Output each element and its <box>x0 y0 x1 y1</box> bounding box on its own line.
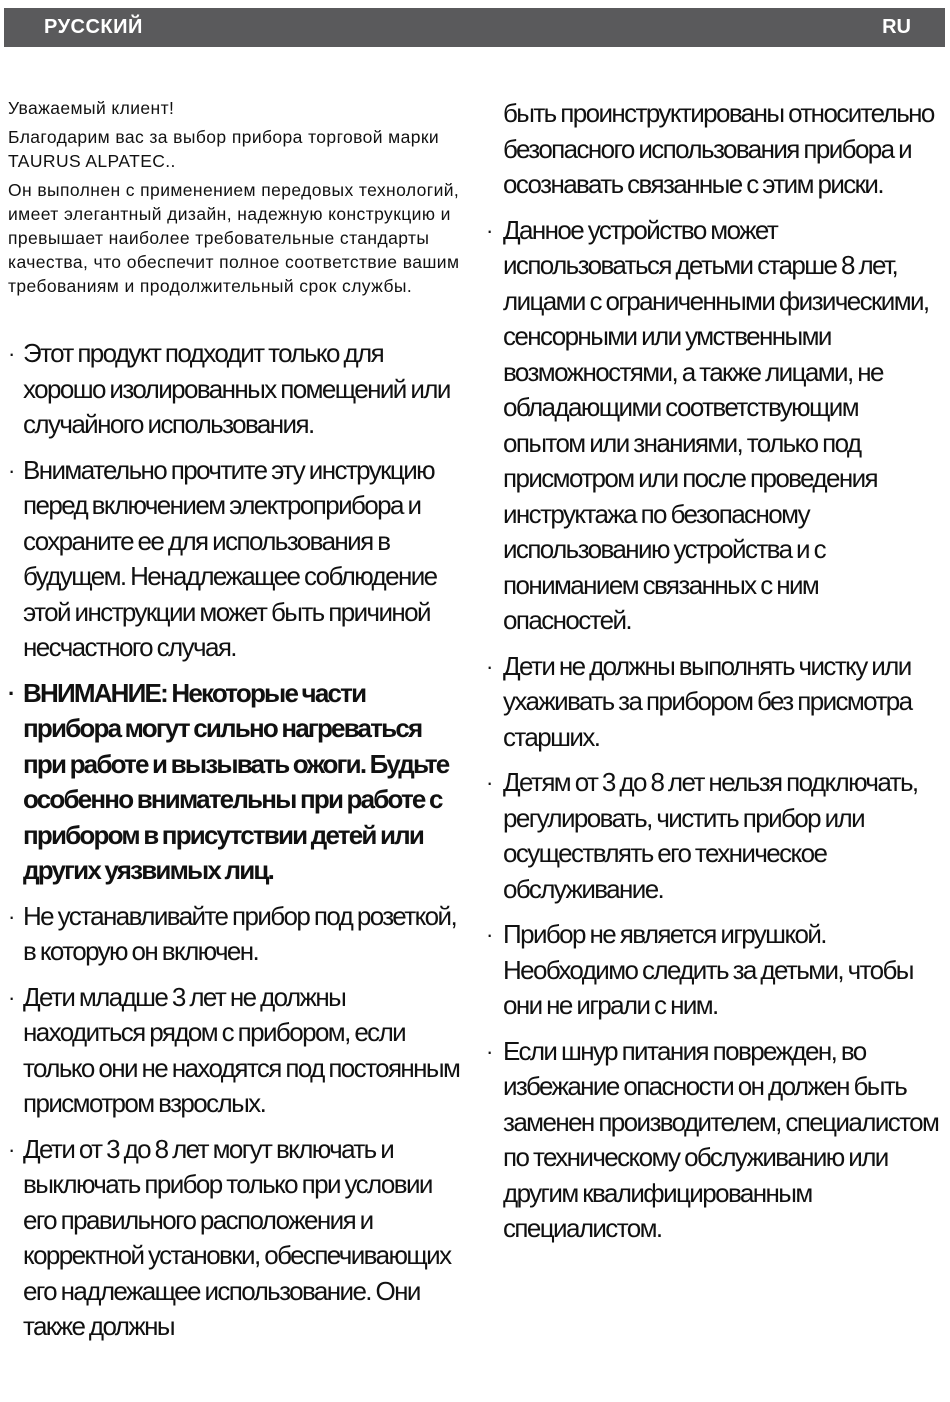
left-safety-list <box>8 336 466 1345</box>
intro-description: Он выполнен с применением передовых технологий, имеет элегантный дизайн, надежную конструкцию и превышает наиболее требовательные стандарты качества, что обеспечит полное соответствие вашим требованиям и продолжительный срок службы. <box>8 180 460 296</box>
bullet-dot: · <box>486 1038 494 1064</box>
list-item <box>8 899 466 970</box>
intro-block <box>8 96 466 298</box>
list-item-text: Прибор не является игрушкой. Необходимо следить за детьми, чтобы они не играли с ним. <box>503 919 913 1020</box>
language-code: RU <box>882 16 911 38</box>
list-item <box>8 453 466 666</box>
list-item-text: Дети от 3 до 8 лет могут включать и выключать прибор только при условии его правильного расположения и корректной установки, обеспечивающих его надлежащее использование. Они также должны <box>23 1133 451 1341</box>
intro-thanks: Благодарим вас за выбор прибора торговой марки TAURUS ALPATEC.. <box>8 127 440 171</box>
list-item-text: Данное устройство может использоваться детьми старше 8 лет, лицами с ограниченными физическими, сенсорными или умственными возможностями, а также лицами, не обладающими соответствующим опытом или знаниями, только под присмотром или после проведения инструктажа по безопасному использованию устройства и с пониманием связанных с ним опасностей. <box>503 214 929 635</box>
list-item-text: Внимательно прочтите эту инструкцию перед включением электроприбора и сохраните ее для использования в будущем. Ненадлежащее соблюдение этой инструкции может быть причиной несчастного случая. <box>23 454 437 662</box>
list-item-text: Не устанавливайте прибор под розеткой, в которую он включен. <box>23 900 457 966</box>
bullet-dot: · <box>486 653 494 679</box>
warning-text: ВНИМАНИЕ: Некоторые части прибора могут сильно нагреваться при работе и вызывать ожоги. Будьте особенно внимательны при работе с прибором в присутствии детей или других уязвимых лиц. <box>23 677 449 885</box>
list-item <box>486 917 942 1024</box>
intro-greeting: Уважаемый клиент! <box>8 98 175 118</box>
list-item-text: Этот продукт подходит только для хорошо изолированных помещений или случайного использования. <box>23 338 450 439</box>
bullet-dot: · <box>8 680 16 706</box>
bullet-dot: · <box>486 770 494 795</box>
bullet-dot: · <box>486 217 494 243</box>
list-item <box>486 1034 942 1247</box>
list-item <box>8 980 466 1122</box>
list-item-text: Детям от 3 до 8 лет нельзя подключать, регулировать, чистить прибор или осуществлять его техническое обслуживание. <box>503 767 918 904</box>
continued-text: быть проинструктированы относительно безопасного использования прибора и осознавать связанные с этим риски. <box>503 98 934 199</box>
bullet-dot: · <box>8 984 16 1010</box>
list-item-text: Если шнур питания поврежден, во избежание опасности он должен быть заменен производителем, специалистом по техническому обслуживанию или другим квалифицированным специалистом. <box>503 1035 939 1243</box>
list-item <box>486 765 942 907</box>
list-item <box>8 1132 466 1345</box>
bullet-dot: · <box>8 1136 16 1162</box>
bullet-dot: · <box>486 922 494 947</box>
language-header-bar <box>4 8 945 47</box>
list-item <box>486 649 942 756</box>
list-item-text: Дети младше 3 лет не должны находиться рядом с прибором, если только они не находятся под постоянным присмотром взрослых. <box>23 981 460 1118</box>
bullet-dot: · <box>8 457 16 483</box>
list-item <box>8 336 466 443</box>
warning-item <box>8 676 466 889</box>
right-safety-list <box>486 213 942 1247</box>
list-item-text: Дети не должны выполнять чистку или ухаживать за прибором без присмотра старших. <box>503 650 912 752</box>
bullet-dot: · <box>8 903 16 929</box>
right-column <box>486 96 942 1257</box>
language-label: РУССКИЙ <box>44 16 143 38</box>
list-item <box>486 213 942 639</box>
bullet-dot: · <box>8 341 16 366</box>
left-column <box>8 96 466 1355</box>
